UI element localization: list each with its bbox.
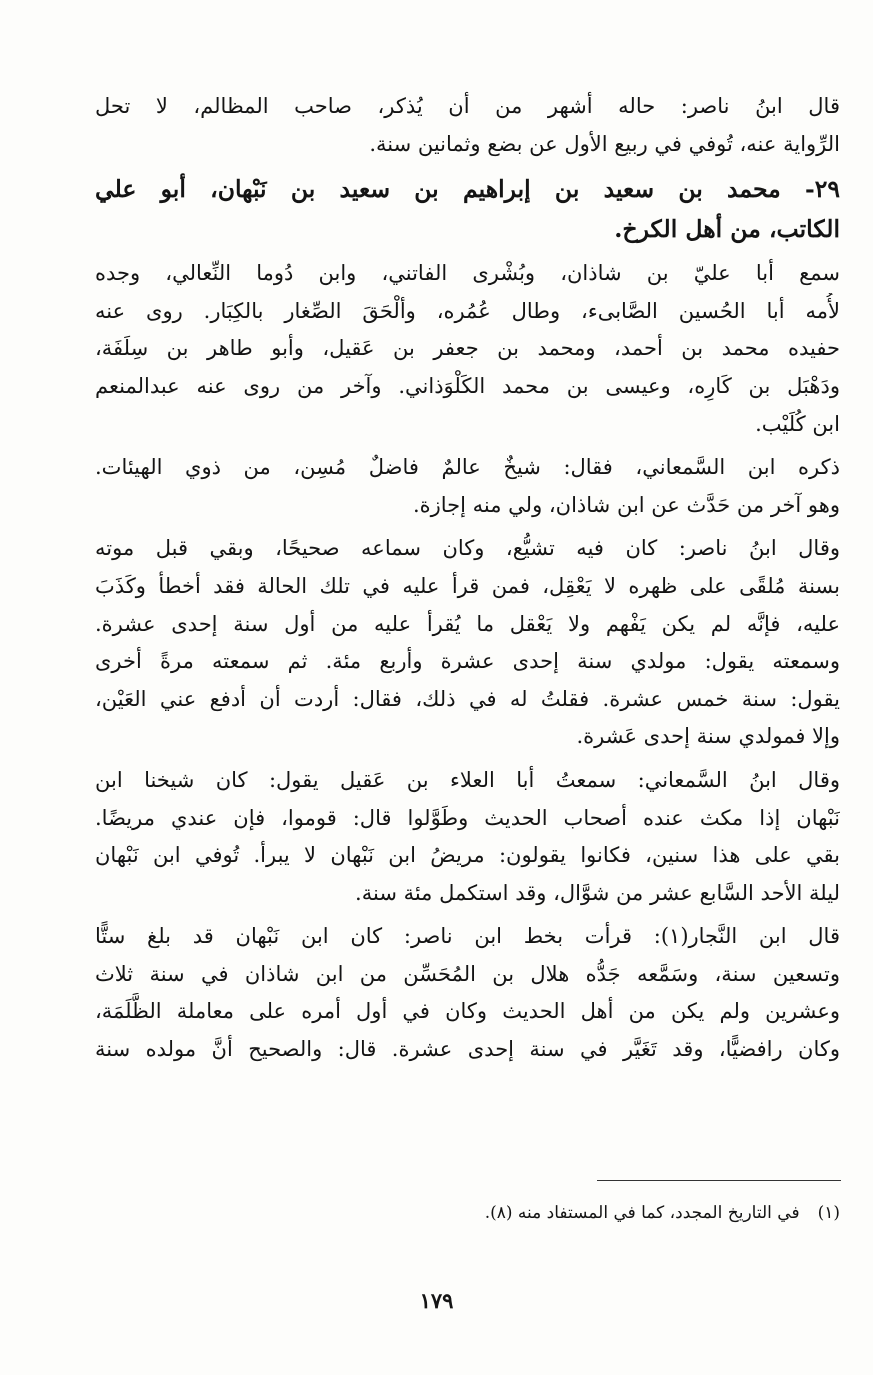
text-line: سمع أبا عليّ بن شاذان، وبُشْرى الفاتني، وابن دُوما النِّعالي، وجده bbox=[95, 261, 840, 286]
text-line: ودَهْبَل بن كَارِه، وعيسى بن محمد الكَلْوَذاني. وآخر من روى عنه عبدالمنعم bbox=[95, 373, 840, 398]
paragraph bbox=[95, 762, 840, 912]
paragraph bbox=[95, 530, 840, 756]
heading-line: الكاتب، من أهل الكرخ. bbox=[614, 215, 840, 244]
paragraph bbox=[95, 88, 840, 163]
text-line: وقال ابنُ ناصر: كان فيه تشيُّع، وكان سماعه صحيحًا، وبقي قبل موته bbox=[95, 536, 840, 561]
text-line: وسمعته يقول: مولدي سنة إحدى عشرة وأربع مئة. ثم سمعته مرةً أخرى bbox=[95, 649, 840, 674]
text-line: وكان رافضيًّا، وقد تَغَيَّر في سنة إحدى عشرة. قال: والصحيح أنَّ مولده سنة bbox=[95, 1037, 840, 1062]
footnote-number: (١) bbox=[817, 1203, 840, 1223]
paragraph bbox=[95, 918, 840, 1068]
text-line: قال ابنُ ناصر: حاله أشهر من أن يُذكر، صاحب المظالم، لا تحل bbox=[95, 94, 840, 118]
page-body bbox=[95, 88, 840, 1075]
text-line: لأُمه أبا الحُسين الصَّابىء، وطال عُمُره، وألْحَقَ الصِّغار بالكِبَار. روى عنه bbox=[95, 298, 840, 323]
text-line: قال ابن النَّجار(١): قرأت بخط ابن ناصر: كان ابن نَبْهان قد بلغ ستًّا bbox=[95, 924, 840, 949]
paragraph bbox=[95, 449, 840, 524]
heading-line: ٢٩- محمد بن سعيد بن إبراهيم بن سعيد بن نَبْهان، أبو علي bbox=[95, 175, 840, 204]
text-line: وعشرين ولم يكن من أهل الحديث وكان في أول أمره على معاملة الظَّلَمَة، bbox=[95, 999, 840, 1024]
text-line: عليه، فإنَّه لم يكن يَفْهم ولا يَعْقل ما يُقرأ عليه من أول سنة إحدى عشرة. bbox=[95, 611, 840, 636]
text-line: بقي على هذا سنين، فكانوا يقولون: مريضُ ابن نَبْهان لا يبرأ. تُوفي ابن نَبْهان bbox=[95, 843, 840, 868]
page-number: ١٧٩ bbox=[419, 1288, 454, 1313]
footnote bbox=[485, 1198, 840, 1228]
text-line: وتسعين سنة، وسَمَّعه جَدُّه هلال بن المُحَسِّن من ابن شاذان في سنة ثلاث bbox=[95, 961, 840, 986]
footnote-divider bbox=[597, 1180, 841, 1181]
text-line: وقال ابنُ السَّمعاني: سمعتُ أبا العلاء بن عَقيل يقول: كان شيخنا ابن bbox=[95, 767, 840, 792]
text-line: بسنة مُلقًى على ظهره لا يَعْقِل، فمن قرأ عليه في تلك الحالة فقد أخطأ وكَذَبَ bbox=[95, 573, 840, 598]
text-line: الرِّواية عنه، تُوفي في ربيع الأول عن بضع وثمانين سنة. bbox=[369, 131, 840, 156]
text-line: ابن كُلَيْب. bbox=[755, 411, 840, 436]
text-line: نَبْهان إذا مكث عنده أصحاب الحديث وطَوَّلوا قال: قوموا، فإن عندي مريضًا. bbox=[95, 805, 840, 830]
text-line: ليلة الأحد السَّابع عشر من شوَّال، وقد استكمل مئة سنة. bbox=[355, 880, 840, 905]
entry-heading bbox=[95, 169, 840, 249]
text-line: ذكره ابن السَّمعاني، فقال: شيخٌ عالمٌ فاضلٌ مُسِن، من ذوي الهيئات. bbox=[95, 455, 840, 480]
text-line: وإلا فمولدي سنة إحدى عَشرة. bbox=[576, 724, 840, 749]
text-line: يقول: سنة خمس عشرة. فقلتُ له في ذلك، فقال: أردت أن أدفع عني العَيْن، bbox=[95, 686, 840, 711]
paragraph bbox=[95, 255, 840, 443]
text-line: وهو آخر من حَدَّث عن ابن شاذان، ولي منه إجازة. bbox=[412, 492, 840, 517]
text-line: حفيده محمد بن أحمد، ومحمد بن جعفر بن عَقيل، وأبو طاهر بن سِلَفَة، bbox=[95, 336, 840, 361]
footnote-text: في التاريخ المجدد، كما في المستفاد منه (٨). bbox=[484, 1203, 800, 1223]
